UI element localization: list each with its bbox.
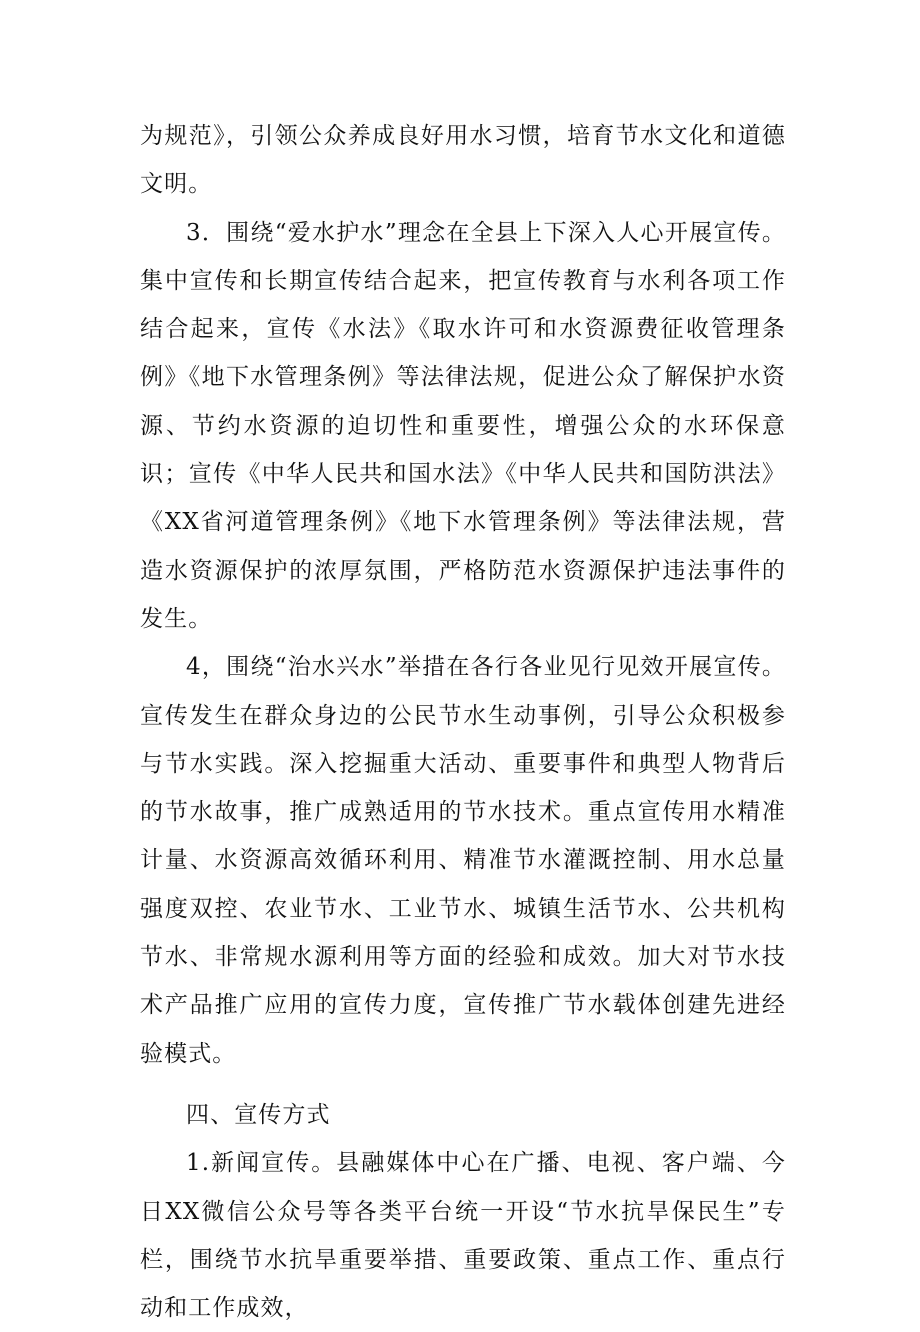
paragraph-item-3: 3．围绕“爱水护水”理念在全县上下深入人心开展宣传。集中宣传和长期宣传结合起来，把宣传教育与水利各项工作结合起来，宣传《水法》《取水许可和水资源费征收管理条例》《地下水管理条例》等法律法规，促进公众了解保护水资源、节约水资源的迫切性和重要性，增强公众的水环保意识；宣传《中华人民共和国水法》《中华人民共和国防洪法》《XX省河道管理条例》《地下水管理条例》等法律法规，营造水资源保护的浓厚氛围，严格防范水资源保护违法事件的发生。 (140, 219, 786, 632)
section-heading-publicity-methods: 四、宣传方式 (186, 1101, 331, 1128)
paragraph-item-4: 4，围绕“治水兴水”举措在各行各业见行见效开展宣传。宣传发生在群众身边的公民节水生动事例，引导公众积极参与节水实践。深入挖掘重大活动、重要事件和典型人物背后的节水故事，推广成熟适用的节水技术。重点宣传用水精准计量、水资源高效循环利用、精准节水灌溉控制、用水总量强度双控、农业节水、工业节水、城镇生活节水、公共机构节水、非常规水源利用等方面的经验和成效。加大对节水技术产品推广应用的宣传力度，宣传推广节水载体创建先进经验模式。 (140, 654, 786, 1067)
paragraph-news-publicity: 1.新闻宣传。县融媒体中心在广播、电视、客户端、今日XX微信公众号等各类平台统一开设“节水抗旱保民生”专栏，围绕节水抗旱重要举措、重要政策、重点工作、重点行动和工作成效， (140, 1150, 786, 1322)
document-body (140, 112, 786, 1332)
paragraph-continuation: 为规范》，引领公众养成良好用水习惯，培育节水文化和道德文明。 (140, 123, 786, 198)
